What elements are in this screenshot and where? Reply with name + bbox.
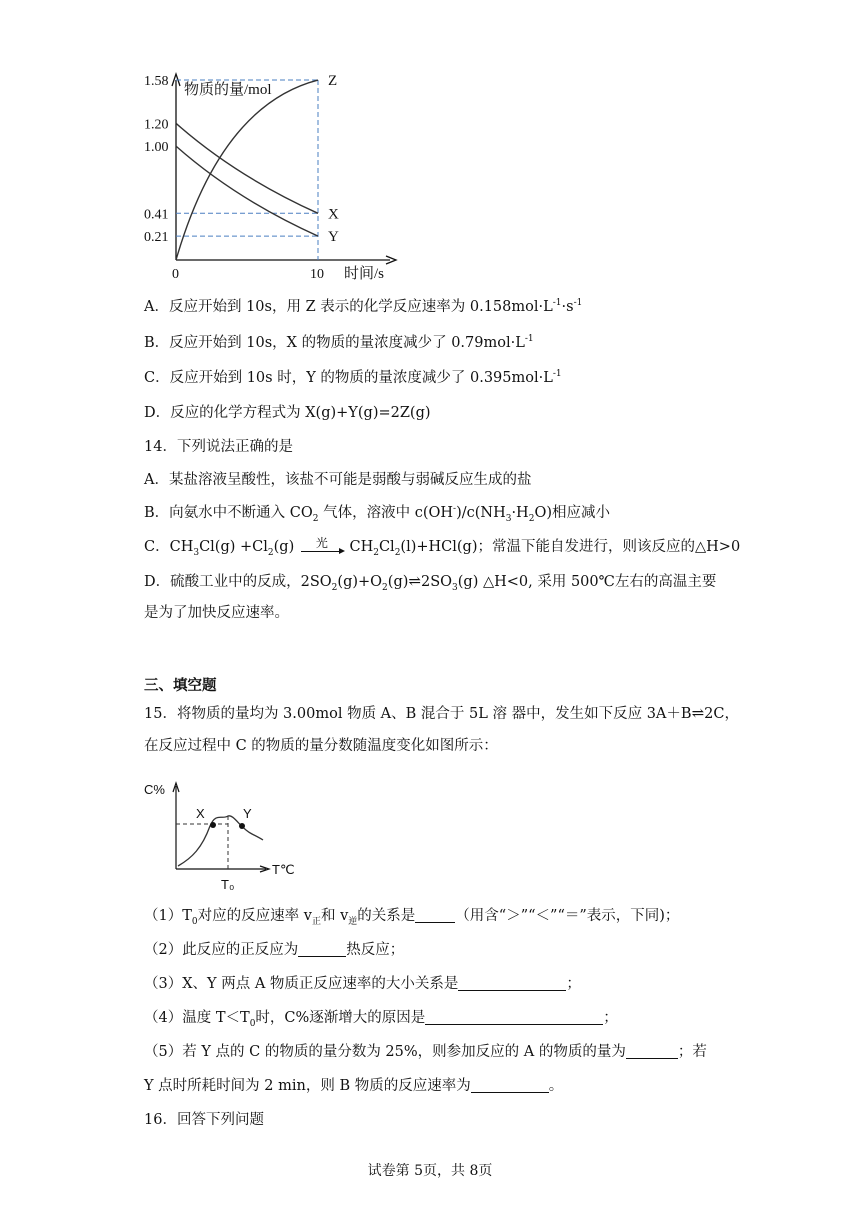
series-label-x: X bbox=[328, 206, 339, 223]
page-footer: 试卷第 5页，共 8页 bbox=[367, 1163, 493, 1179]
y-tick-label: 1.00 bbox=[144, 140, 169, 156]
series-label-y: Y bbox=[328, 229, 339, 246]
x-axis-label: T℃ bbox=[272, 862, 295, 877]
section-title: 三、填空题 bbox=[144, 677, 217, 694]
q16-stem: 16．回答下列问题 bbox=[144, 1112, 264, 1128]
q14-stem: 14．下列说法正确的是 bbox=[144, 439, 293, 455]
point-label-x: X bbox=[196, 806, 205, 821]
amount-time-chart bbox=[140, 64, 420, 284]
point-y bbox=[239, 823, 245, 829]
answer-blank[interactable] bbox=[415, 908, 455, 923]
q13-option-b: B．反应开始到 10s，X 的物质的量浓度减少了 $0.79mol\cdot L^{-1}$ bbox=[144, 334, 534, 351]
series-label-z: Z bbox=[328, 73, 338, 90]
y-tick-label: 1.20 bbox=[144, 117, 169, 133]
answer-blank[interactable] bbox=[298, 942, 346, 957]
q14-option-c: C．$CH_3Cl(g) +Cl_2(g)$ 光 $CH_2Cl_2(l)+HCl(g)$；常温下能自发进行，则该反应的△H>0 bbox=[144, 536, 741, 558]
x-tick-label: 10 bbox=[310, 267, 324, 282]
q15-stem-1: 15．将物质的量均为 3.00mol 物质 A、B 混合于 5L 溶 器中，发生如下反应 3A＋B⇌2C， bbox=[144, 704, 739, 722]
q15-stem-2: 在反应过程中 C 的物质的量分数随温度变化如图所示： bbox=[144, 738, 498, 754]
q14-option-d: D．硫酸工业中的反成，$2SO_2(g)+O_2(g)\rightleftharpoons 2SO_3(g)$ △H<0, 采用 500℃左右的高温主要 bbox=[144, 572, 717, 593]
q13-option-a: A．反应开始到 10s，用 Z 表示的化学反应速率为 $0.158mol\cdot L^{-1}\cdot s^{-1}$ bbox=[144, 298, 583, 315]
series-line-z bbox=[176, 80, 318, 260]
equilibrium-arrow: ⇌ bbox=[408, 572, 421, 590]
series-line-y bbox=[176, 146, 318, 236]
answer-blank[interactable] bbox=[626, 1044, 678, 1059]
x-tick-label: 0 bbox=[172, 267, 179, 282]
equilibrium-arrow: ⇌ bbox=[691, 704, 705, 722]
q14-option-b: B．向氨水中不断通入 $CO_2$ 气体，溶液中 $c(OH^-)/c(NH_3\cdot H_2O)$相应减小 bbox=[144, 504, 610, 524]
x-tick-label: T₀ bbox=[221, 877, 235, 892]
c-percent-curve bbox=[178, 816, 263, 866]
q13-option-d: D．反应的化学方程式为 X(g)+Y(g)=2Z(g) bbox=[144, 405, 431, 421]
answer-blank[interactable] bbox=[471, 1078, 549, 1093]
q14-option-d-cont: 是为了加快反应速率。 bbox=[144, 605, 289, 621]
light-arrow: 光 bbox=[299, 539, 345, 555]
point-label-y: Y bbox=[243, 806, 252, 821]
q15-part-4: （4）温度 $T<T_0$时，C%逐渐增大的原因是 ； bbox=[144, 1010, 618, 1029]
y-axis-label: C% bbox=[144, 782, 165, 797]
q15-part-1: $(1)T_0$对应的反应速率 $v_正$和 $v_逆$的关系是 （用含“＞”“＜”“＝”表示，下同)； bbox=[144, 908, 680, 927]
q14-option-a: A．某盐溶液呈酸性，该盐不可能是弱酸与弱碱反应生成的盐 bbox=[144, 472, 532, 488]
y-axis-label: 物质的量/mol bbox=[184, 82, 272, 98]
q15-part-2: （2）此反应的正反应为 热反应； bbox=[144, 942, 405, 958]
q15-part-5-cont: Y 点时所耗时间为 2 min，则 B 物质的反应速率为 。 bbox=[144, 1078, 564, 1094]
y-tick-label: 0.41 bbox=[144, 207, 169, 223]
y-tick-label: 0.21 bbox=[144, 230, 169, 246]
point-x bbox=[210, 822, 216, 828]
c-percent-temp-chart bbox=[140, 768, 310, 898]
x-axis-label: 时间/s bbox=[344, 266, 385, 282]
q15-part-5: （5）若 Y 点的 C 的物质的量分数为 25%，则参加反应的 A 的物质的量为 ；若 bbox=[144, 1044, 707, 1060]
q13-option-c: C．反应开始到 10s 时，Y 的物质的量浓度减少了 $0.395mol\cdot L^{-1}$ bbox=[144, 369, 562, 386]
answer-blank[interactable] bbox=[458, 976, 566, 991]
answer-blank[interactable] bbox=[425, 1010, 603, 1025]
q15-part-3: （3）X、Y 两点 A 物质正反应速率的大小关系是 ； bbox=[144, 976, 581, 992]
y-tick-label: 1.58 bbox=[144, 74, 169, 90]
